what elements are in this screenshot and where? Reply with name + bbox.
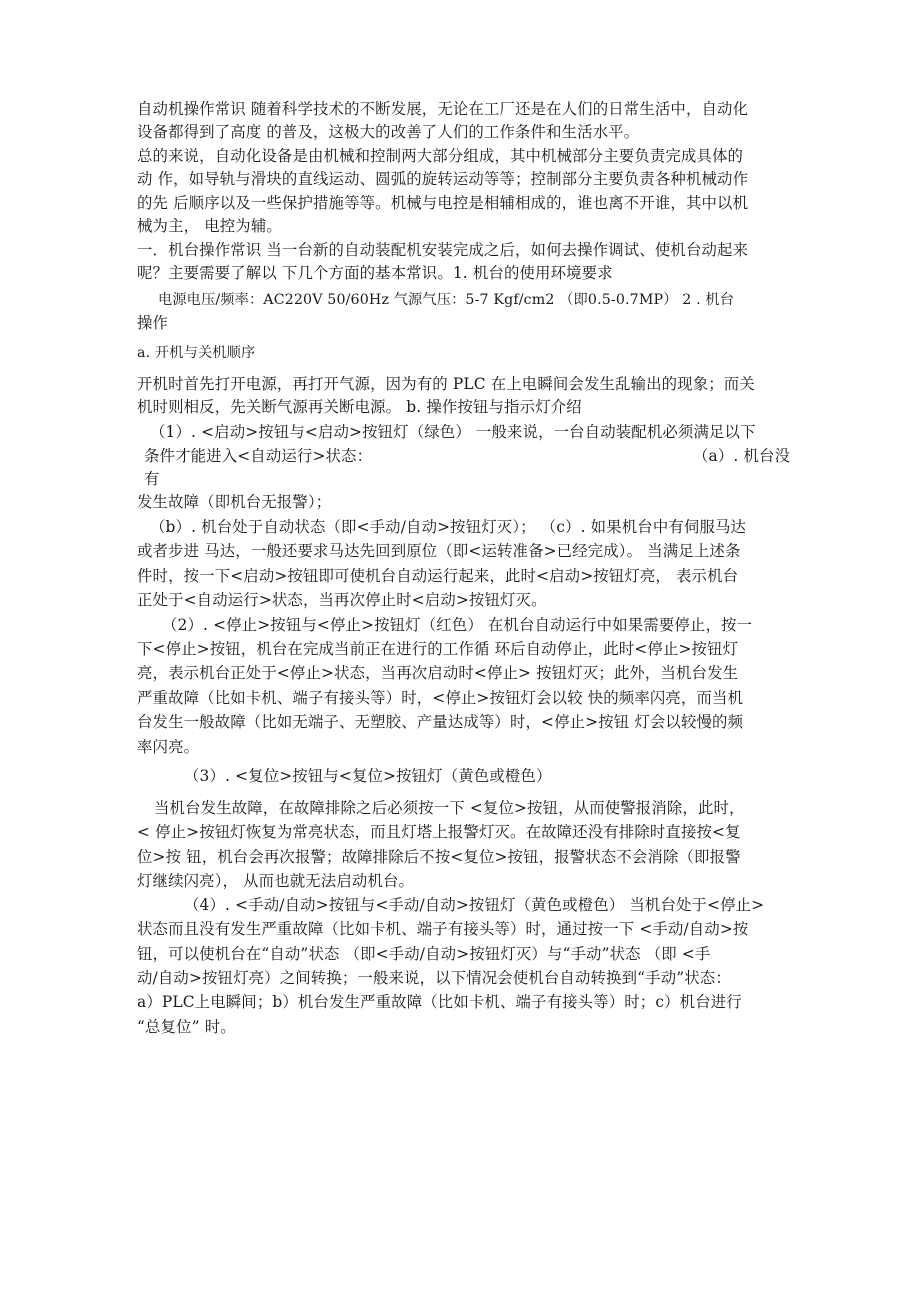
text-line: （a）. 机台没 xyxy=(693,447,791,465)
item-heading: （4）. <手动/自动>按钮与<手动/自动>按钮灯（黄色或橙色） 当机台处于<停止> xyxy=(184,896,765,914)
text-line: 操作 xyxy=(137,314,169,332)
text-line: 呢？主要需要了解以 下几个方面的基本常识。1. 机台的使用环境要求 xyxy=(137,264,613,282)
text-line: 严重故障（比如卡机、端子有接头等）时，<停止>按钮灯会以较 快的频率闪亮，而当机 xyxy=(137,689,744,707)
text-line: 当机台发生故障，在故障排除之后必须按一下 <复位>按钮，从而使警报消除，此时， xyxy=(154,799,745,817)
spec-line: 电源电压/频率：AC220V 50/60Hz 气源气压：5-7 Kgf/cm2 （即0.5-0.7MP） 2 . 机台 xyxy=(158,292,735,308)
text-line: 位>按 钮，机台会再次报警；故障排除后不按<复位>按钮，报警状态不会消除（即报警 xyxy=(137,848,741,866)
text-line: a）PLC上电瞬间；b）机台发生严重故障（比如卡机、端子有接头等）时；c）机台进行 xyxy=(137,993,742,1011)
text-line: 有 xyxy=(144,470,160,488)
text-line: 条件才能进入<自动运行>状态： xyxy=(144,447,373,465)
text-line: 下<停止>按钮，机台在完成当前正在进行的工作循 环后自动停止，此时<停止>按钮灯 xyxy=(137,640,739,658)
item-heading: （2）. <停止>按钮与<停止>按钮灯（红色） 在机台自动运行中如果需要停止，按一 xyxy=(162,616,753,634)
text-line: 率闪亮。 xyxy=(137,738,200,756)
text-line: 动/自动>按钮灯亮）之间转换；一般来说，以下情况会使机台自动转换到“手动”状态： xyxy=(137,969,731,987)
text-line: “总复位” 时。 xyxy=(137,1018,236,1036)
text-line: 亮，表示机台正处于<停止>状态，当再次启动时<停止> 按钮灯灭；此外，当机台发生 xyxy=(137,664,739,682)
text-line: 发生故障（即机台无报警）； xyxy=(137,493,332,511)
text-line: < 停止>按钮灯恢复为常亮状态，而且灯塔上报警灯灭。在故障还没有排除时直接按<复 xyxy=(137,823,741,841)
section-heading: 一．机台操作常识 当一台新的自动装配机安装完成之后，如何去操作调试、使机台动起来 xyxy=(137,241,749,259)
text-line: 设备都得到了高度 的普及，这极大的改善了人们的工作条件和生活水平。 xyxy=(137,123,640,141)
item-heading: （1）. <启动>按钮与<启动>按钮灯（绿色） 一般来说，一台自动装配机必须满足以下 xyxy=(150,423,756,441)
text-line: 的先 后顺序以及一些保护措施等等。机械与电控是相辅相成的，谁也离不开谁，其中以机 xyxy=(137,194,749,212)
text-line: 台发生一般故障（比如无端子、无塑胶、产量达成等）时，<停止>按钮 灯会以较慢的频 xyxy=(137,713,744,731)
item-heading: （3）. <复位>按钮与<复位>按钮灯（黄色或橙色） xyxy=(184,767,552,785)
sub-heading: a. 开机与关机顺序 xyxy=(137,345,256,361)
text-line: 械为主， 电控为辅。 xyxy=(137,217,282,235)
text-line: 灯继续闪亮）， 从而也就无法启动机台。 xyxy=(137,872,415,890)
text-line: 动 作，如导轨与滑块的直线运动、圆弧的旋转运动等等；控制部分主要负责各种机械动作 xyxy=(137,170,749,188)
text-line: 状态而且没有发生严重故障（比如卡机、端子有接头等）时，通过按一下 <手动/自动>按 xyxy=(137,920,749,938)
text-line: （b）. 机台处于自动状态（即<手动/自动>按钮灯灭）； （c）. 如果机台中有伺服马达 xyxy=(150,518,747,536)
text-line: 正处于<自动运行>状态，当再次停止时<启动>按钮灯灭。 xyxy=(137,591,547,609)
text-line: 钮，可以使机台在“自动”状态 （即<手动/自动>按钮灯灭）与“手动”状态 （即 <手 xyxy=(137,945,711,963)
text-line: 开机时首先打开电源，再打开气源，因为有的 PLC 在上电瞬间会发生乱输出的现象；而关 xyxy=(137,375,755,393)
text-line: 总的来说，自动化设备是由机械和控制两大部分组成，其中机械部分主要负责完成具体的 xyxy=(137,147,744,165)
text-line: 件时，按一下<启动>按钮即可使机台自动运行起来，此时<启动>按钮灯亮， 表示机台 xyxy=(137,567,739,585)
text-line: 机时则相反，先关断气源再关断电源。 b. 操作按钮与指示灯介绍 xyxy=(137,398,582,416)
text-line: 自动机操作常识 随着科学技术的不断发展，无论在工厂还是在人们的日常生活中，自动化 xyxy=(137,100,749,118)
text-line: 或者步进 马达，一般还要求马达先回到原位（即<运转准备>已经完成）。 当满足上述条 xyxy=(137,542,741,560)
